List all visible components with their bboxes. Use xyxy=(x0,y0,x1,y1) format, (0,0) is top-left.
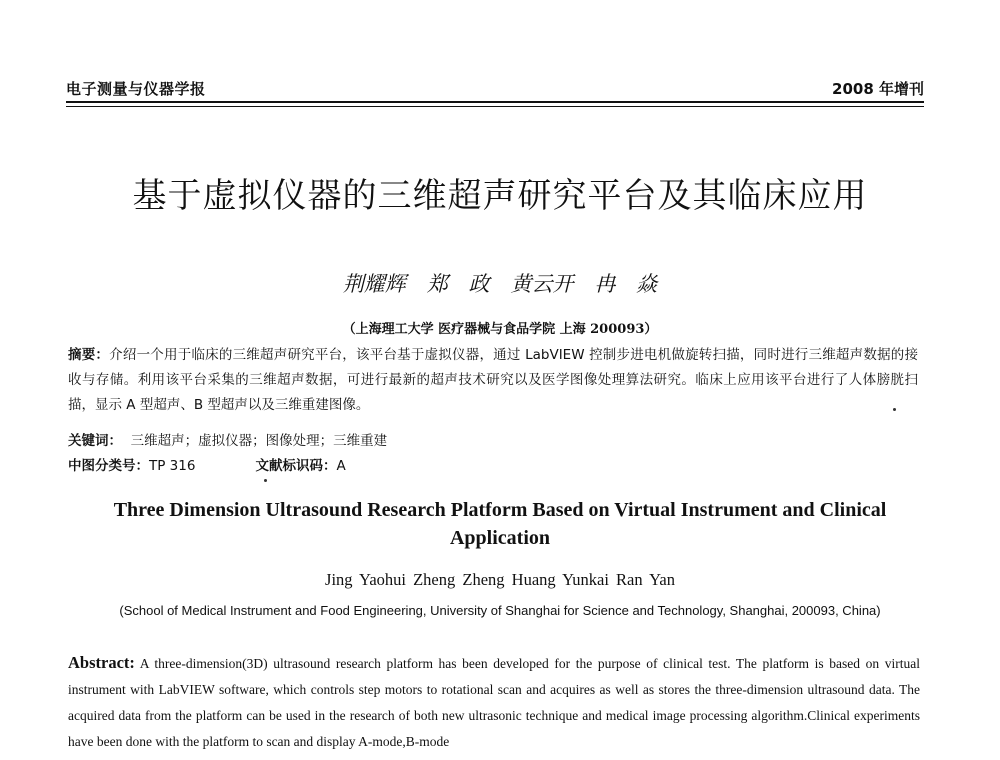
english-abstract-text: A three-dimension(3D) ultrasound research platform has been developed for the purpose of clinical test. The platform is based on virtual instrument with LabVIEW software, which controls step motors to rotational scan and acquires as well as stores the three-dimension ultrasound data. The acquired data from the platform can be used in the research of both new ultrasonic technique and medical image processing algorithm.Clinical experiments have been done with the platform to scan and display A-mode,B-mode xyxy=(68,656,920,749)
scan-speck xyxy=(893,408,896,411)
clc-value: TP 316 xyxy=(149,458,196,474)
keywords-value: 三维超声；虚拟仪器；图像处理；三维重建 xyxy=(130,433,388,449)
running-header xyxy=(66,78,924,100)
keywords-line xyxy=(68,429,387,449)
english-abstract-label: Abstract: xyxy=(68,653,135,672)
header-rule-thick xyxy=(66,101,924,103)
header-rule-thin xyxy=(66,106,924,107)
keywords-label: 关键词： xyxy=(68,433,122,449)
scan-speck xyxy=(264,479,267,482)
chinese-abstract-text: 介绍一个用于临床的三维超声研究平台，该平台基于虚拟仪器，通过 LabVIEW 控制步进电机做旋转扫描，同时进行三维超声数据的接收与存储。利用该平台采集的三维超声数据，可进行最新的超声技术研究以及医学图像处理算法研究。临床上应用该平台进行了人体膀胱扫描，显示 A 型超声、B 型超声以及三维重建图像。 xyxy=(68,347,919,413)
chinese-title: 基于虚拟仪器的三维超声研究平台及其临床应用 xyxy=(132,176,868,216)
chinese-abstract-label: 摘要： xyxy=(68,347,110,363)
doc-code-value: A xyxy=(336,458,346,474)
doc-code-label: 文献标识码： xyxy=(255,458,337,474)
english-abstract xyxy=(68,650,920,755)
classification-line xyxy=(68,454,346,474)
issue-label: 2008 年增刊 xyxy=(832,80,924,98)
chinese-abstract xyxy=(68,343,918,418)
chinese-affiliation: （上海理工大学 医疗器械与食品学院 上海 200093） xyxy=(342,322,658,337)
journal-name: 电子测量与仪器学报 xyxy=(66,80,206,98)
english-title: Three Dimension Ultrasound Research Platform Based on Virtual Instrument and Clinical Application xyxy=(113,499,887,549)
clc-label: 中图分类号： xyxy=(68,458,149,474)
english-authors: Jing Yaohui Zheng Zheng Huang Yunkai Ran Yan xyxy=(325,570,675,589)
chinese-authors: 荆耀辉 郑 政 黄云开 冉 焱 xyxy=(342,272,658,296)
english-affiliation: (School of Medical Instrument and Food Engineering, University of Shanghai for Science and Technology, Shanghai, 200093, China) xyxy=(119,603,881,618)
